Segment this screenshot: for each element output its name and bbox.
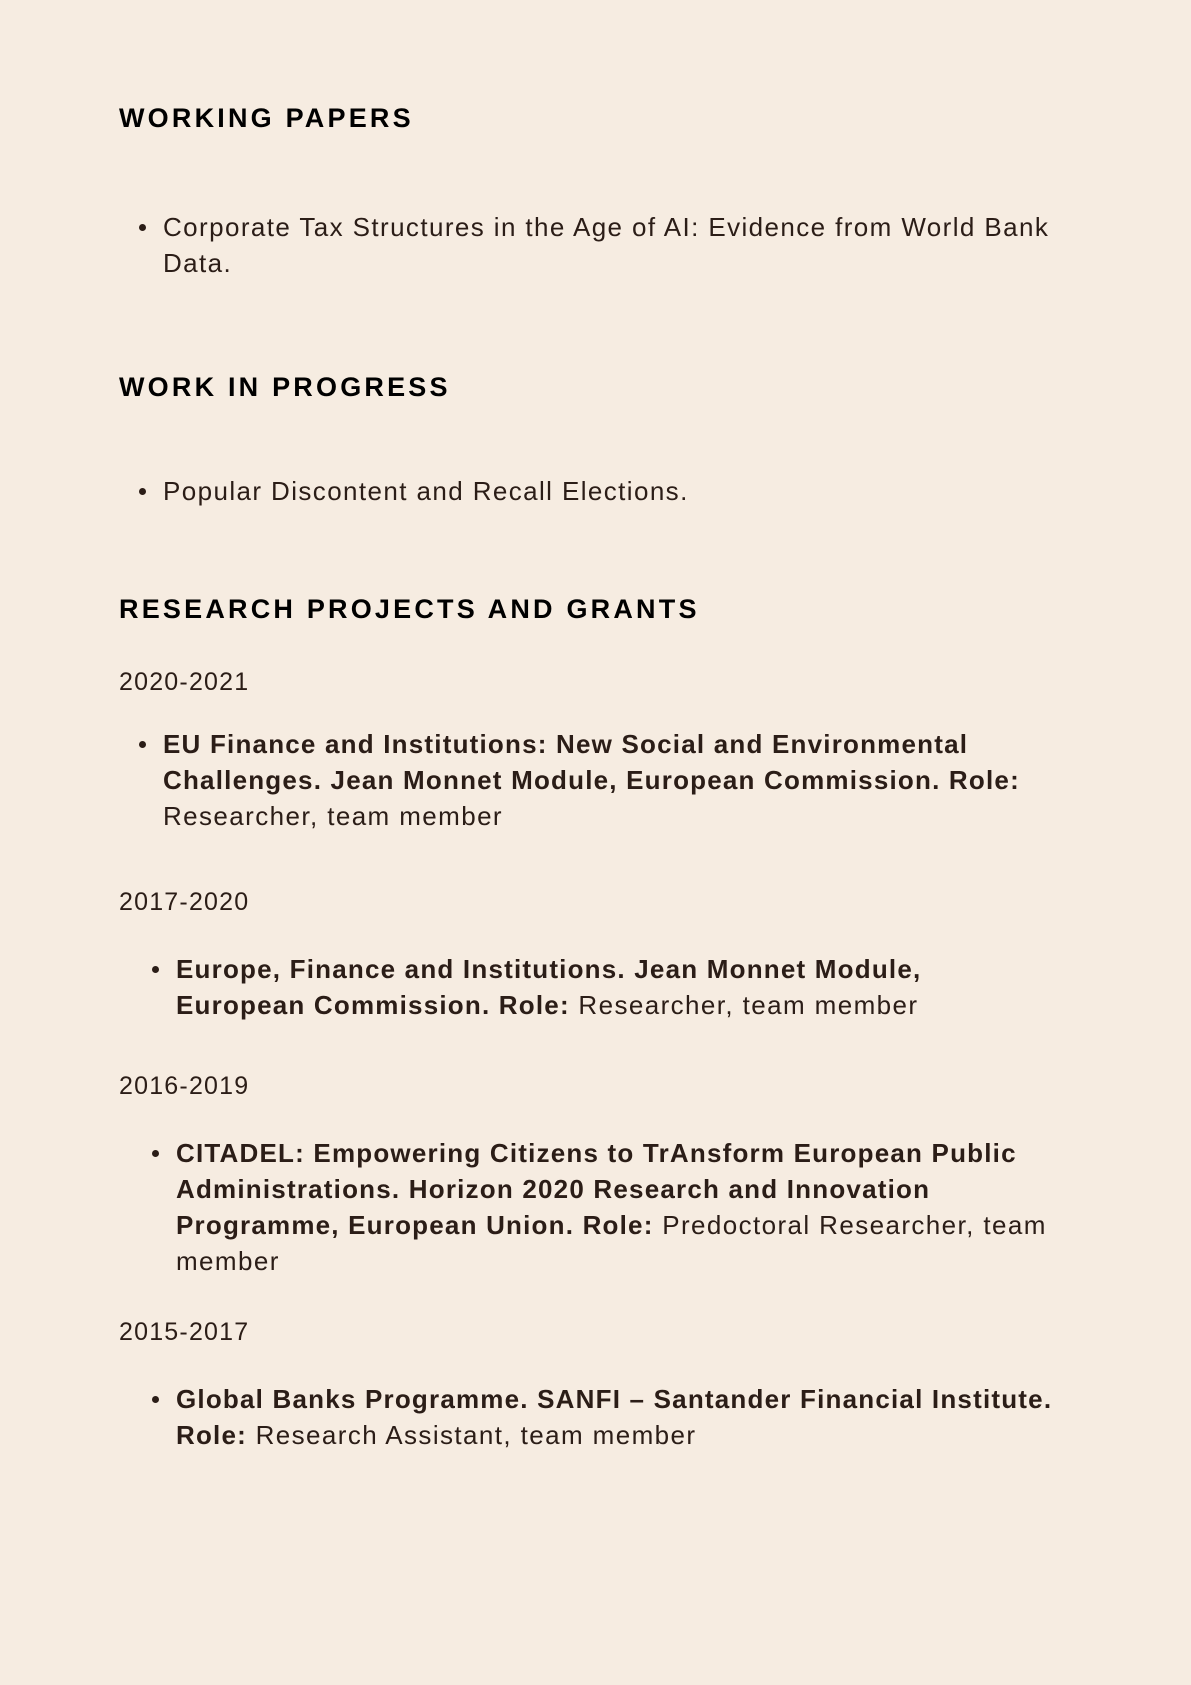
working-paper-item: Corporate Tax Structures in the Age of AI: Evidence from World Bank Data. — [163, 212, 1050, 278]
project-year: 2016-2019 — [119, 1072, 250, 1100]
project-title: Global Banks Programme. SANFI – Santander Financial Institute. Role: — [176, 1384, 1053, 1450]
project-role: Research Assistant, team member — [247, 1420, 697, 1450]
project-year: 2017-2020 — [119, 888, 250, 916]
project-item — [163, 726, 1063, 834]
bullet-icon — [139, 741, 146, 748]
work-in-progress-item: Popular Discontent and Recall Elections. — [163, 476, 689, 506]
project-year: 2015-2017 — [119, 1318, 250, 1346]
project-role: Researcher, team member — [163, 801, 503, 831]
project-role: Predoctoral Researcher, team member — [176, 1210, 1047, 1276]
research-projects-heading: RESEARCH PROJECTS AND GRANTS — [119, 594, 700, 624]
bullet-icon — [139, 224, 146, 231]
working-papers-heading: WORKING PAPERS — [119, 103, 414, 133]
project-item — [176, 1135, 1056, 1279]
bullet-icon — [152, 1396, 159, 1403]
project-title: CITADEL: Empowering Citizens to TrAnsform European Public Administrations. Horizon 2020 Research and Innovation Programme, European Union. Role: — [176, 1138, 1017, 1240]
project-title: EU Finance and Institutions: New Social and Environmental Challenges. Jean Monnet Module, European Commission. Role: — [163, 729, 1020, 795]
project-year: 2020-2021 — [119, 668, 250, 696]
work-in-progress-heading: WORK IN PROGRESS — [119, 372, 451, 402]
project-item — [176, 1381, 1056, 1453]
project-item — [176, 951, 1056, 1023]
bullet-icon — [152, 1150, 159, 1157]
project-role: Researcher, team member — [569, 990, 919, 1020]
bullet-icon — [152, 966, 159, 973]
project-title: Europe, Finance and Institutions. Jean Monnet Module, European Commission. Role: — [176, 954, 922, 1020]
bullet-icon — [139, 488, 146, 495]
